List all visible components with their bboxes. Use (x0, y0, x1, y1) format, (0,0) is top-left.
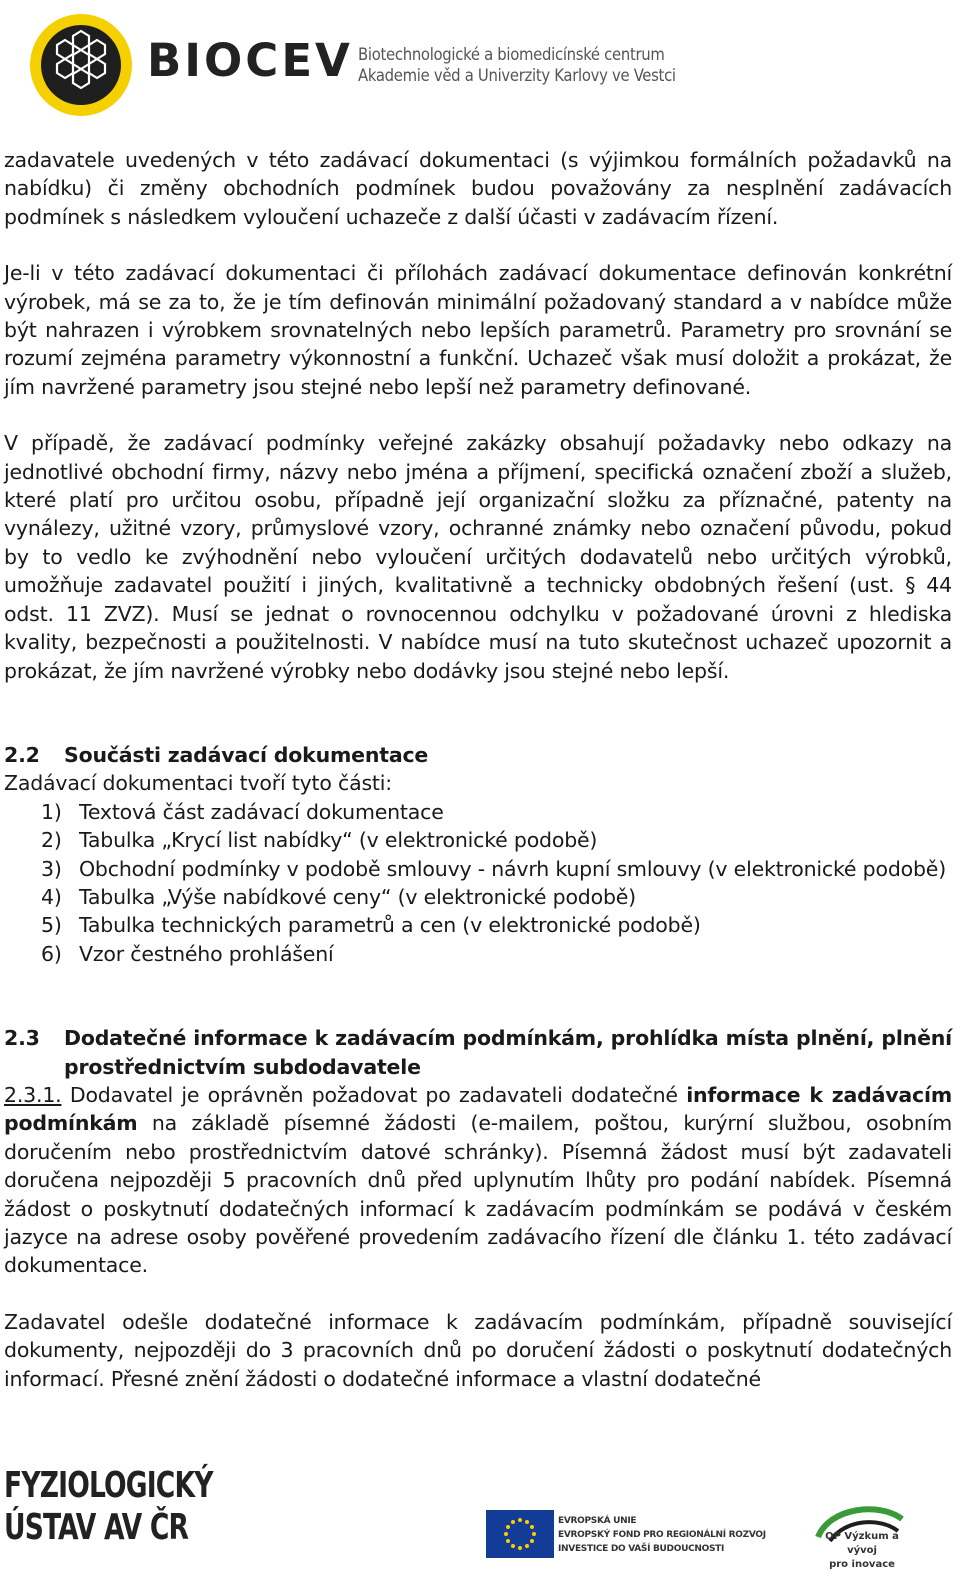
section-2-2-heading (4, 741, 952, 769)
section-number: 2.2 (4, 742, 40, 767)
eu-flag-icon (486, 1510, 554, 1558)
list-item: 4) Tabulka „Výše nabídkové ceny“ (v elektronické podobě) (41, 884, 636, 909)
page-footer (0, 1462, 960, 1577)
section-2-3-heading (4, 1024, 952, 1081)
section-2-2-intro: Zadávací dokumentaci tvoří tyto části: (4, 771, 392, 796)
paragraph-2-3-1: 2.3.1. Dodavatel je oprávněn požadovat po zadavateli dodatečné informace k zadávacím podmínkám na základě písemné žádosti (e-mailem, poštou, kurýrní službou, osobním doručením nebo prostřednictvím datové schránky). Písemná žádost musí být zadavateli doručena nejpozději 5 pracovních dnů před uplynutím lhůty pro podání nabídek. Písemná žádost o poskytnutí dodatečných informací k zadávacím podmínkám se podává v českém jazyce na adrese osoby pověřené provedením zadávacího řízení dle článku 1. této zadávací dokumentace. (4, 1082, 952, 1278)
paragraph-1: zadavatele uvedených v této zadávací dokumentaci (s výjimkou formálních požadavků na nabídku) či změny obchodních podmínek budou považovány za nesplnění zadávacích podmínek s následkem vyloučení uchazeče z další účasti v zadávacím řízení. (4, 148, 952, 229)
list-item: 5) Tabulka technických parametrů a cen (v elektronické podobě) (41, 913, 701, 938)
list-item: 3) Obchodní podmínky v podobě smlouvy - návrh kupní smlouvy (v elektronické podobě) (41, 856, 946, 881)
section-title: Součásti zadávací dokumentace (64, 742, 429, 767)
section-number: 2.3 (4, 1026, 40, 1051)
paragraph-last: Zadavatel odešle dodatečné informace k zadávacím podmínkám, případně související dokumenty, nejpozději do 3 pracovních dnů po doručení žádosti o poskytnutí dodatečných informací. Přesné znění žádosti o dodatečné informace a vlastní dodatečné (4, 1309, 952, 1391)
paragraph-2: Je-li v této zadávací dokumentaci či přílohách zadávací dokumentace definován konkrétní výrobek, má se za to, že je tím definován minimální požadovaný standard a v nabídce může být nahrazen i výrobkem srovnatelných nebo lepších parametrů. Parametry pro srovnání se rozumí zejména parametry výkonnostní a funkční. Uchazeč však musí doložit a prokázat, že jím navržené parametry jsou stejné nebo lepší než parametry definované. (4, 261, 952, 399)
document-parts-list (4, 798, 952, 968)
list-item: 6) Vzor čestného prohlášení (41, 941, 334, 966)
biocev-subtitle-line2: Akademie věd a Univerzity Karlovy ve Vestci (358, 66, 676, 85)
fy-logo-line1: FYZIOLOGICKÝ (4, 1465, 213, 1506)
biocev-logo-icon (28, 12, 134, 118)
section-title: Dodatečné informace k zadávacím podmínkám, prohlídka místa plnění, plnění prostřednictvím subdodavatele (64, 1026, 952, 1079)
eu-text: EVROPSKÁ UNIE EVROPSKÝ FOND PRO REGIONÁLNÍ ROZVOJ INVESTICE DO VAŠÍ BUDOUCNOSTI (558, 1516, 766, 1554)
fyziologicky-ustav-logo (4, 1466, 258, 1550)
op-vavpi-text: OP Výzkum a vývoj pro inovace (825, 1531, 899, 1570)
paragraph-3: V případě, že zadávací podmínky veřejné zakázky obsahují požadavky nebo odkazy na jednotlivé obchodní firmy, názvy nebo jména a příjmení, specifická označení zboží a služeb, které platí pro určitou osobu, případně její organizační složku za příznačné, patenty na vynálezy, užitné vzory, průmyslové vzory, ochranné známky nebo označení původu, pokud by to vedlo ke zvýhodnění nebo vyloučení určitých dodavatelů nebo určitých výrobků, umožňuje zadavatel použití i jiných, kvalitativně a technicky obdobných řešení (ust. § 44 odst. 11 ZVZ). Musí se jednat o rovnocennou odchylku v požadované úrovni z hlediska kvality, bezpečnosti a použitelnosti. V nabídce musí na tuto skutečnost uchazeč upozornit a prokázat, že jím navržené výrobky nebo dodávky jsou stejné nebo lepší. (4, 431, 952, 683)
fy-logo-line2: ÚSTAV AV ČR (4, 1507, 189, 1548)
page-header (0, 0, 960, 130)
biocev-subtitle (358, 44, 676, 86)
biocev-wordmark: BIOCEV (147, 34, 353, 87)
document-body (4, 146, 952, 1393)
bold-phrase: informace k zadávacím podmínkám (4, 1082, 952, 1136)
biocev-subtitle-line1: Biotechnologické a biomedicínské centrum (358, 45, 665, 64)
list-item: 1) Textová část zadávací dokumentace (41, 799, 444, 824)
subsection-number: 2.3.1. (4, 1082, 62, 1107)
list-item: 2) Tabulka „Krycí list nabídky“ (v elektronické podobě) (41, 828, 598, 853)
